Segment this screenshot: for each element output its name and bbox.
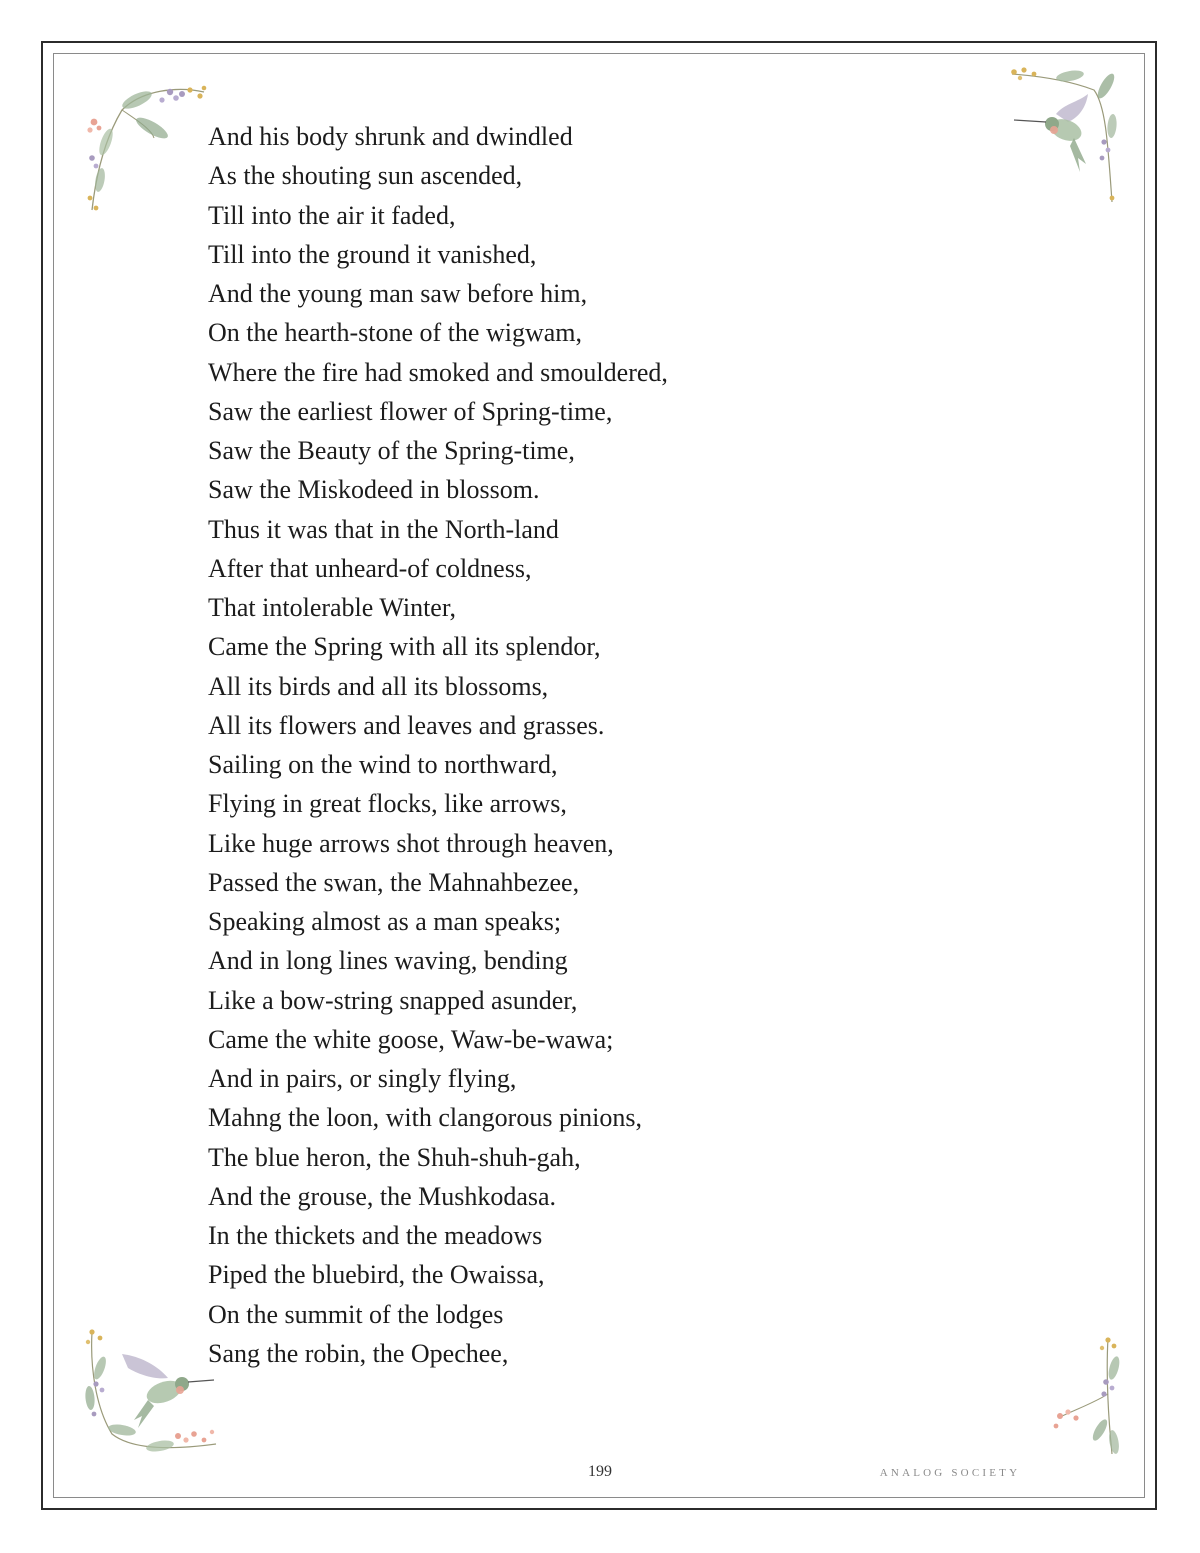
poem-stanza bbox=[208, 117, 928, 1373]
poem-line: Till into the air it faded, bbox=[208, 200, 456, 230]
poem-line: On the summit of the lodges bbox=[208, 1299, 504, 1329]
poem-line: And in pairs, or singly flying, bbox=[208, 1064, 517, 1093]
page-number: 199 bbox=[588, 1463, 612, 1480]
hummingbird-corner-top-right-icon bbox=[1008, 66, 1120, 206]
poem-line: All its birds and all its blossoms, bbox=[208, 671, 549, 701]
poem-line: Speaking almost as a man speaks; bbox=[208, 907, 562, 936]
poem-line: And the grouse, the Mushkodasa. bbox=[208, 1181, 557, 1211]
poem-line: Passed the swan, the Mahnahbezee, bbox=[208, 867, 580, 897]
poem-line: Came the white goose, Waw-be-wawa; bbox=[208, 1024, 614, 1054]
poem-line: The blue heron, the Shuh-shuh-gah, bbox=[208, 1142, 581, 1172]
poem-line: Piped the bluebird, the Owaissa, bbox=[208, 1260, 545, 1290]
poem-line: And the young man saw before him, bbox=[208, 279, 588, 308]
poem-line: Sang the robin, the Opechee, bbox=[208, 1338, 509, 1368]
poem-line: On the hearth-stone of the wigwam, bbox=[208, 318, 583, 348]
poem-line: All its flowers and leaves and grasses. bbox=[208, 710, 605, 740]
poem-line: Till into the ground it vanished, bbox=[208, 239, 537, 269]
poem-line: Saw the Beauty of the Spring-time, bbox=[208, 436, 575, 465]
poem-line: Flying in great flocks, like arrows, bbox=[208, 789, 567, 819]
hummingbird-corner-bottom-left-icon bbox=[82, 1328, 220, 1458]
poem-line: As the shouting sun ascended, bbox=[208, 161, 523, 191]
poem-line: Thus it was that in the North-land bbox=[208, 514, 559, 544]
publisher-brand: ANALOG SOCIETY bbox=[879, 1467, 1021, 1479]
poem-line: In the thickets and the meadows bbox=[208, 1221, 543, 1250]
floral-corner-bottom-right-icon bbox=[1048, 1334, 1120, 1458]
poem-line: Like huge arrows shot through heaven, bbox=[208, 828, 614, 858]
poem-line: And in long lines waving, bending bbox=[208, 946, 568, 976]
poem-line: After that unheard-of coldness, bbox=[208, 553, 532, 583]
poem-line: That intolerable Winter, bbox=[208, 593, 456, 622]
poem-line: Saw the Miskodeed in blossom. bbox=[208, 475, 540, 505]
poem-line: Sailing on the wind to northward, bbox=[208, 750, 558, 779]
poem-line: Came the Spring with all its splendor, bbox=[208, 632, 601, 662]
poem-line: Mahng the loon, with clangorous pinions, bbox=[208, 1103, 643, 1133]
poem-line: Saw the earliest flower of Spring-time, bbox=[208, 396, 613, 426]
floral-corner-top-left-icon bbox=[82, 80, 212, 220]
poem-line: And his body shrunk and dwindled bbox=[208, 122, 573, 151]
poem-line: Where the fire had smoked and smouldered, bbox=[208, 357, 668, 387]
poem-line: Like a bow-string snapped asunder, bbox=[208, 985, 578, 1015]
